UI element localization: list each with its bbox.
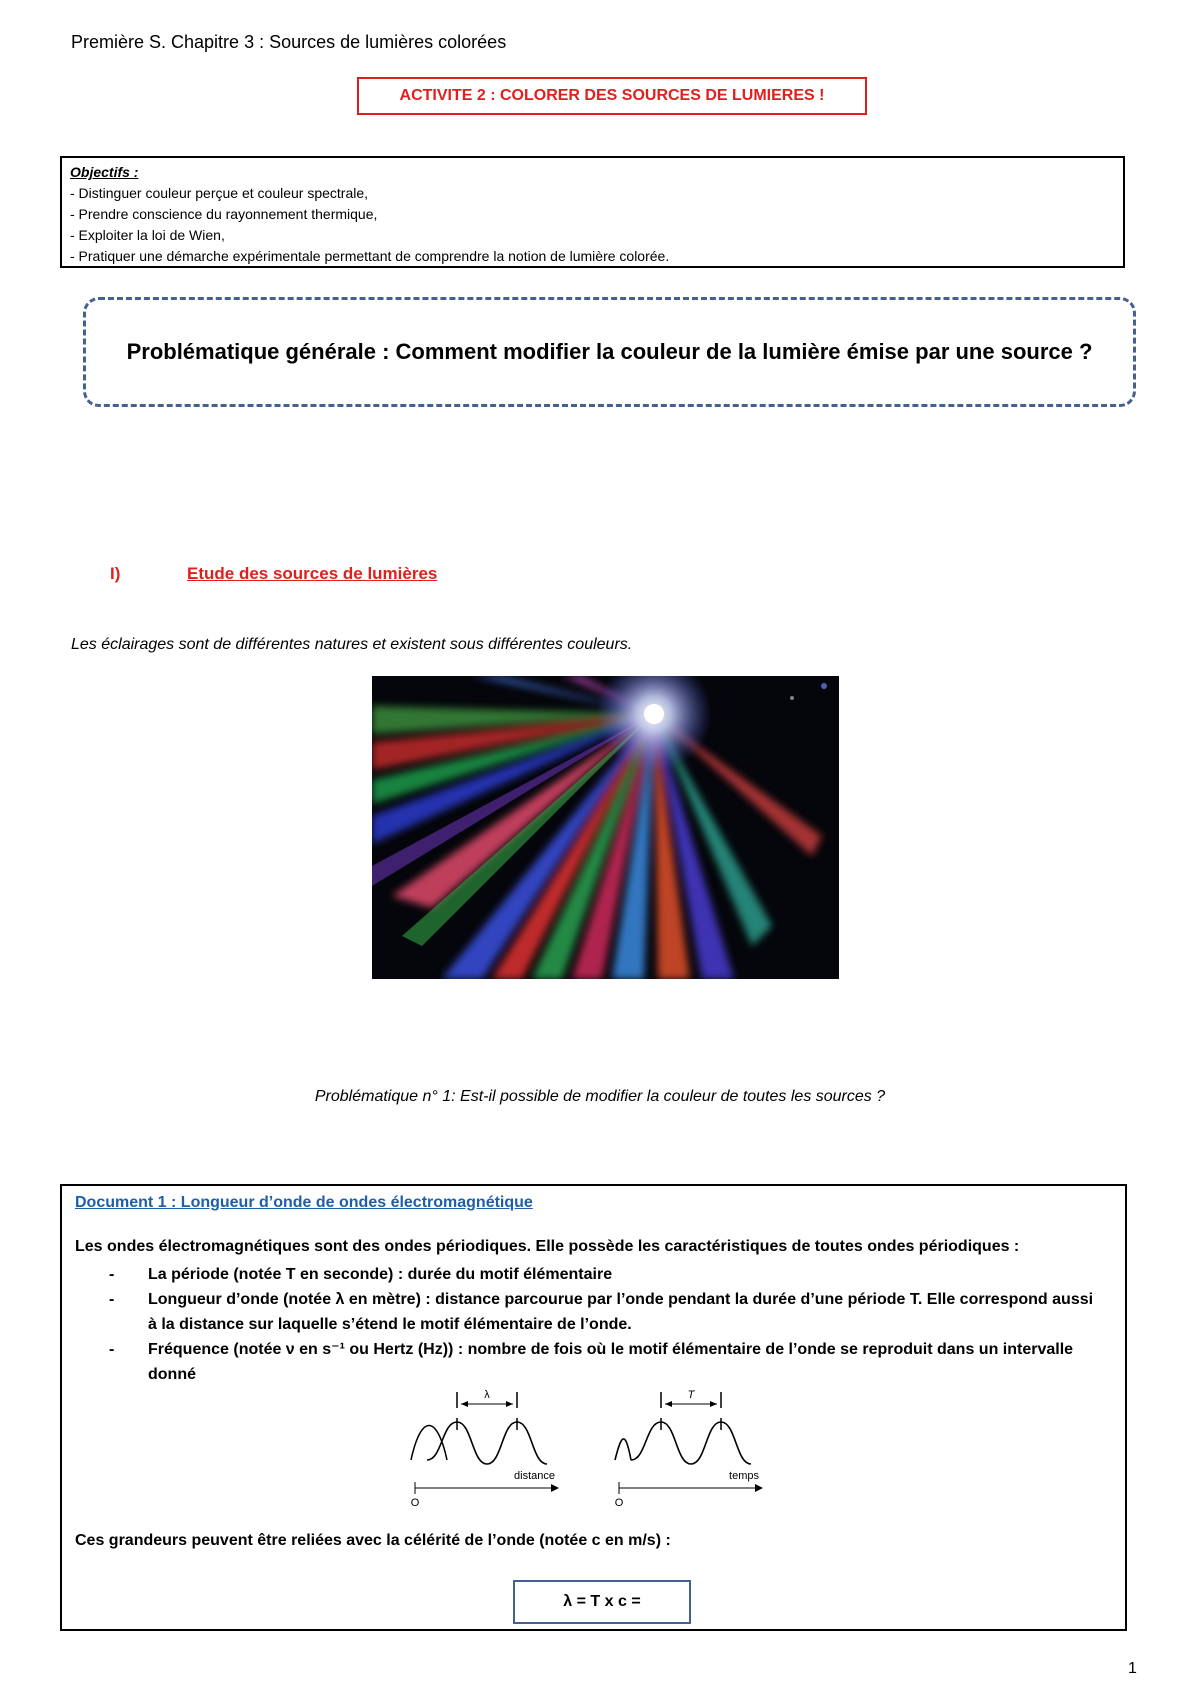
objectives-title: Objectifs : — [70, 164, 139, 180]
period-diagram — [615, 1389, 763, 1509]
section-title: Etude des sources de lumières — [187, 564, 438, 583]
document-1-title: Document 1 : Longueur d’onde de ondes électromagnétique — [75, 1194, 533, 1211]
wavelength-definition: Longueur d’onde (notée λ en mètre) : distance parcourue par l’onde pendant la durée d’une période T. Elle correspond aussi à la distance sur laquelle s’étend le motif élémentaire de l’onde. — [148, 1291, 1094, 1333]
document-1-intro: Les ondes électromagnétiques sont des ondes périodiques. Elle possède les caractéristiques de toutes ondes périodiques : — [75, 1238, 1020, 1255]
list-bullet: - — [109, 1341, 115, 1358]
general-problem-box — [83, 297, 1136, 407]
wave-diagrams — [407, 1384, 797, 1515]
list-item — [75, 1337, 1095, 1387]
distance-axis-label: distance — [514, 1470, 555, 1482]
objectives-box — [60, 156, 1125, 268]
activity-title: ACTIVITE 2 : COLORER DES SOURCES DE LUMIERES ! — [357, 77, 867, 115]
general-problem-text: Problématique générale : Comment modifier la couleur de la lumière émise par une source ? — [126, 339, 1093, 364]
wavelength-diagram — [411, 1389, 559, 1509]
objective-item: - Distinguer couleur perçue et couleur spectrale, — [70, 185, 369, 201]
time-axis-label: temps — [729, 1470, 759, 1482]
colored-light-beams-photo — [372, 676, 839, 979]
document-1-box — [60, 1184, 1127, 1631]
section-number: I) — [110, 564, 121, 583]
section-heading — [110, 564, 437, 584]
problem-1-text: Problématique n° 1: Est-il possible de modifier la couleur de toutes les sources ? — [314, 1088, 886, 1105]
objective-item: - Prendre conscience du rayonnement thermique, — [70, 206, 378, 222]
objective-item: - Exploiter la loi de Wien, — [70, 227, 225, 243]
relation-text: Ces grandeurs peuvent être reliées avec la célérité de l’onde (notée c en m/s) : — [75, 1532, 671, 1549]
list-bullet: - — [109, 1266, 115, 1283]
page-number: 1 — [1128, 1660, 1137, 1677]
period-definition: La période (notée T en seconde) : durée du motif élémentaire — [148, 1266, 613, 1283]
list-bullet: - — [109, 1291, 115, 1308]
list-item — [75, 1287, 1095, 1337]
wavelength-symbol: λ — [484, 1389, 490, 1401]
origin-label: O — [614, 1497, 624, 1509]
formula-box: λ = T x c = — [513, 1580, 691, 1624]
page-header: Première S. Chapitre 3 : Sources de lumières colorées — [71, 32, 507, 52]
list-item — [75, 1262, 1095, 1287]
objective-item: - Pratiquer une démarche expérimentale permettant de comprendre la notion de lumière colorée. — [70, 248, 670, 264]
properties-list — [75, 1262, 1095, 1387]
origin-label: O — [410, 1497, 420, 1509]
period-symbol: T — [687, 1389, 695, 1401]
frequency-definition: Fréquence (notée ν en s⁻¹ ou Hertz (Hz)) : nombre de fois où le motif élémentaire de l’onde se reproduit dans un intervalle donné — [148, 1341, 1074, 1383]
intro-text: Les éclairages sont de différentes natures et existent sous différentes couleurs. — [71, 636, 633, 653]
